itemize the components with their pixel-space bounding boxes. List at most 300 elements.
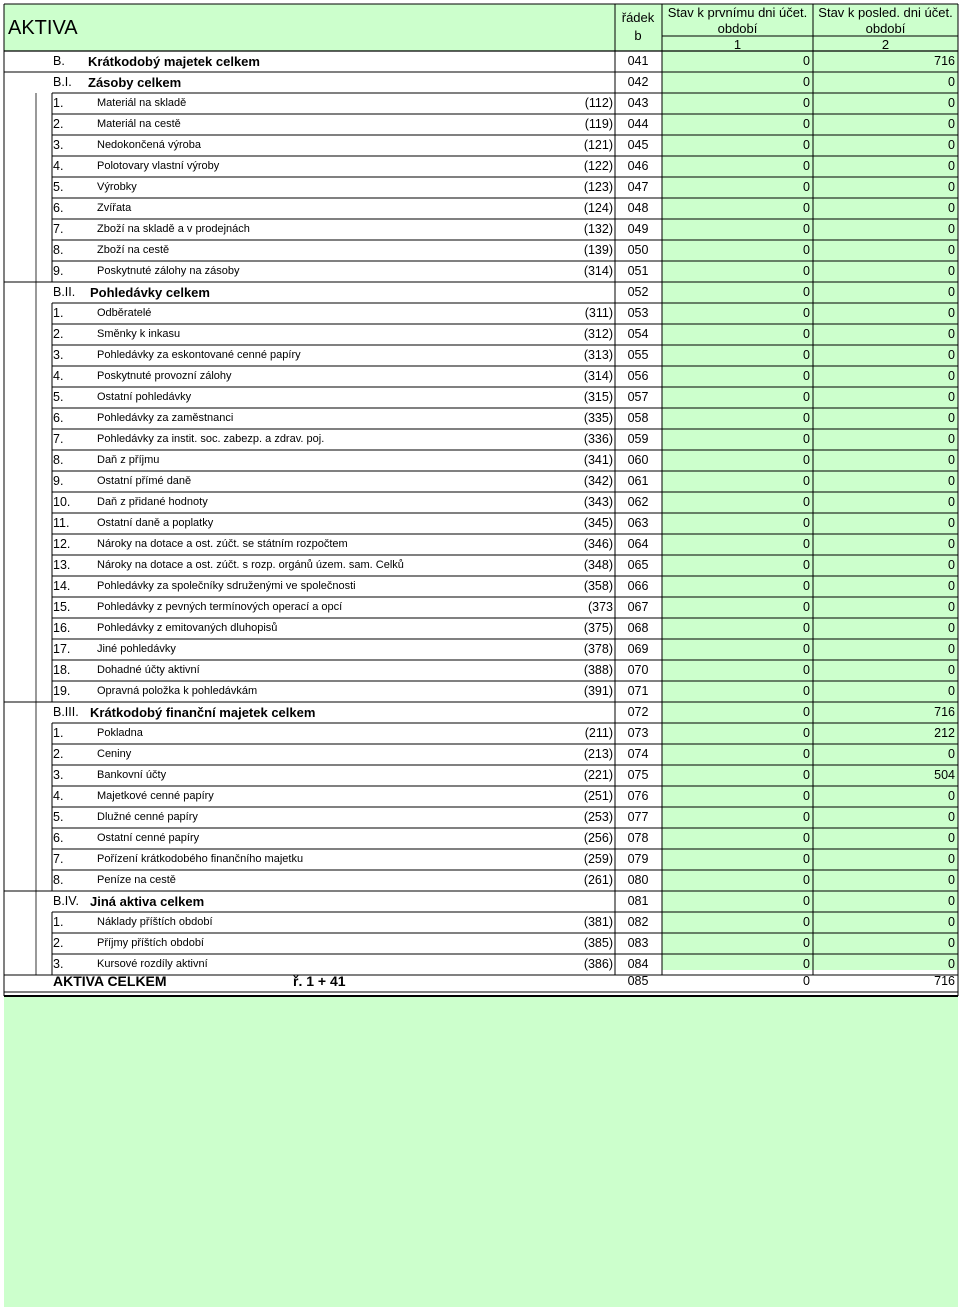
row-value-1: 0 xyxy=(803,180,810,194)
bottom-area-fill xyxy=(4,997,958,1307)
row-value-2: 0 xyxy=(948,75,955,89)
row-value-1: 0 xyxy=(803,684,810,698)
row-account: (312) xyxy=(583,327,613,341)
row-label: Směnky k inkasu xyxy=(97,328,181,340)
row-account: (341) xyxy=(583,453,613,467)
row-value-2: 0 xyxy=(948,663,955,677)
row-label: Náklady příštích období xyxy=(97,916,213,928)
row-value-2: 716 xyxy=(934,54,955,68)
row-code: 1. xyxy=(53,306,64,320)
row-code: 6. xyxy=(53,201,64,215)
row-value-2: 0 xyxy=(948,516,955,530)
row-value-1: 0 xyxy=(803,810,810,824)
row-code: 1. xyxy=(53,915,64,929)
table-row xyxy=(0,597,960,618)
row-value-2: 0 xyxy=(948,558,955,572)
row-line-number: 071 xyxy=(627,684,649,698)
row-account: (388) xyxy=(583,663,613,677)
table-row xyxy=(0,471,960,492)
row-value-1: 0 xyxy=(803,936,810,950)
row-value-2: 0 xyxy=(948,348,955,362)
row-label: Zásoby celkem xyxy=(88,75,182,90)
row-account xyxy=(560,282,614,303)
row-line-number: 065 xyxy=(627,558,649,572)
total-value-2: 716 xyxy=(934,974,955,988)
row-value-2: 0 xyxy=(948,831,955,845)
row-line-number: 062 xyxy=(627,495,649,509)
total-line-number: 085 xyxy=(627,974,649,988)
row-line-number: 046 xyxy=(627,159,649,173)
row-value-1: 0 xyxy=(803,768,810,782)
row-line-number: 084 xyxy=(627,957,649,971)
row-label: Pohledávky z emitovaných dluhopisů xyxy=(97,622,278,634)
row-line-number: 047 xyxy=(627,180,649,194)
row-account: (378) xyxy=(583,642,613,656)
row-line-number: 078 xyxy=(627,831,649,845)
row-value-2: 212 xyxy=(934,726,955,740)
row-value-2: 0 xyxy=(948,138,955,152)
row-account: (373 xyxy=(587,600,613,614)
row-value-2: 0 xyxy=(948,222,955,236)
row-value-2: 0 xyxy=(948,306,955,320)
row-value-2: 0 xyxy=(948,201,955,215)
row-account: (386) xyxy=(583,957,613,971)
col2-heading-line2: období xyxy=(865,21,906,36)
row-value-1: 0 xyxy=(803,621,810,635)
row-value-2: 0 xyxy=(948,390,955,404)
row-code: 9. xyxy=(53,474,64,488)
row-line-number: 049 xyxy=(627,222,649,236)
table-row xyxy=(0,492,960,513)
row-label: Bankovní účty xyxy=(97,769,167,781)
row-value-2: 0 xyxy=(948,684,955,698)
row-line-number: 054 xyxy=(627,327,649,341)
row-line-number: 061 xyxy=(627,474,649,488)
table-row xyxy=(0,198,960,219)
row-code: 13. xyxy=(53,558,71,572)
row-label: Dlužné cenné papíry xyxy=(97,811,198,823)
row-label: Odběratelé xyxy=(97,307,152,319)
row-label: Zboží na cestě xyxy=(97,244,170,256)
row-value-1: 0 xyxy=(803,348,810,362)
row-account: (213) xyxy=(583,747,613,761)
table-row xyxy=(0,933,960,954)
row-code: 15. xyxy=(53,600,71,614)
col2-number: 2 xyxy=(881,37,890,52)
table-row xyxy=(0,135,960,156)
row-value-1: 0 xyxy=(803,831,810,845)
table-row xyxy=(0,387,960,408)
row-account xyxy=(560,891,614,912)
row-value-2: 0 xyxy=(948,243,955,257)
row-value-1: 0 xyxy=(803,663,810,677)
table-row xyxy=(0,156,960,177)
table-row xyxy=(0,870,960,891)
row-value-1: 0 xyxy=(803,726,810,740)
row-code: 5. xyxy=(53,180,64,194)
row-code: 10. xyxy=(53,495,71,509)
row-label: Ceniny xyxy=(97,748,132,760)
row-value-2: 0 xyxy=(948,180,955,194)
row-line-number: 077 xyxy=(627,810,649,824)
table-row xyxy=(0,345,960,366)
row-code: B.II. xyxy=(53,285,76,299)
row-code: 17. xyxy=(53,642,71,656)
table-row xyxy=(0,93,960,114)
table-row xyxy=(0,408,960,429)
table-row xyxy=(0,660,960,681)
row-line-number: 079 xyxy=(627,852,649,866)
row-code: 1. xyxy=(53,726,64,740)
table-row xyxy=(0,177,960,198)
row-value-2: 0 xyxy=(948,327,955,341)
row-code: 18. xyxy=(53,663,71,677)
row-label: Jiná aktiva celkem xyxy=(90,894,205,909)
row-label: Pohledávky celkem xyxy=(90,285,210,300)
row-value-2: 0 xyxy=(948,600,955,614)
row-line-number: 080 xyxy=(627,873,649,887)
row-code: B.III. xyxy=(53,705,79,719)
table-row xyxy=(0,639,960,660)
group-row xyxy=(0,891,960,912)
row-line-number: 083 xyxy=(627,936,649,950)
row-value-2: 0 xyxy=(948,495,955,509)
row-line-number: 042 xyxy=(627,75,649,89)
total-value-1: 0 xyxy=(803,974,810,988)
row-value-2: 0 xyxy=(948,579,955,593)
row-code: 2. xyxy=(53,327,64,341)
group-row xyxy=(0,282,960,303)
row-value-1: 0 xyxy=(803,54,810,68)
row-value-2: 0 xyxy=(948,285,955,299)
row-label: Ostatní daně a poplatky xyxy=(97,517,214,529)
row-line-number: 066 xyxy=(627,579,649,593)
table-row xyxy=(0,618,960,639)
row-account: (314) xyxy=(583,369,613,383)
row-value-1: 0 xyxy=(803,390,810,404)
table-row xyxy=(0,744,960,765)
row-code: 7. xyxy=(53,432,64,446)
row-code: 2. xyxy=(53,936,64,950)
row-label: Kursové rozdíly aktivní xyxy=(97,958,208,970)
row-label: Pokladna xyxy=(97,727,143,739)
row-line-number: 053 xyxy=(627,306,649,320)
row-line-number: 041 xyxy=(627,54,649,68)
row-value-1: 0 xyxy=(803,411,810,425)
col-radek-sub: b xyxy=(634,28,642,43)
row-value-1: 0 xyxy=(803,873,810,887)
row-account: (343) xyxy=(583,495,613,509)
row-account: (375) xyxy=(583,621,613,635)
table-row xyxy=(0,240,960,261)
row-code: 8. xyxy=(53,243,64,257)
row-code: 14. xyxy=(53,579,71,593)
row-value-1: 0 xyxy=(803,327,810,341)
row-label: Výrobky xyxy=(97,181,137,193)
row-value-2: 0 xyxy=(948,159,955,173)
row-value-1: 0 xyxy=(803,642,810,656)
row-code: B. xyxy=(53,54,65,68)
table-row xyxy=(0,849,960,870)
row-line-number: 059 xyxy=(627,432,649,446)
row-value-2: 0 xyxy=(948,747,955,761)
row-code: 8. xyxy=(53,873,64,887)
table-row xyxy=(0,303,960,324)
row-value-1: 0 xyxy=(803,537,810,551)
row-label: Nároky na dotace a ost. zúčt. s rozp. orgánů územ. sam. Celků xyxy=(97,559,404,571)
row-value-1: 0 xyxy=(803,75,810,89)
row-label: Zboží na skladě a v prodejnách xyxy=(97,223,250,235)
row-code: 9. xyxy=(53,264,64,278)
row-label: Materiál na cestě xyxy=(97,118,181,130)
row-value-2: 0 xyxy=(948,411,955,425)
row-account: (342) xyxy=(583,474,613,488)
row-account xyxy=(560,702,614,723)
row-code: 2. xyxy=(53,747,64,761)
row-value-2: 0 xyxy=(948,957,955,971)
row-value-1: 0 xyxy=(803,432,810,446)
table-row xyxy=(0,324,960,345)
row-label: Poskytnuté provozní zálohy xyxy=(97,370,232,382)
col-radek-label: řádek xyxy=(621,10,655,25)
row-account xyxy=(560,72,614,93)
row-account: (122) xyxy=(583,159,613,173)
table-row xyxy=(0,450,960,471)
total-row xyxy=(0,971,960,992)
row-account: (259) xyxy=(583,852,613,866)
row-value-2: 0 xyxy=(948,117,955,131)
row-value-1: 0 xyxy=(803,222,810,236)
row-account: (139) xyxy=(583,243,613,257)
row-line-number: 050 xyxy=(627,243,649,257)
row-account: (256) xyxy=(583,831,613,845)
row-label: Materiál na skladě xyxy=(97,97,187,109)
row-line-number: 081 xyxy=(627,894,649,908)
total-label: AKTIVA CELKEM xyxy=(53,973,167,989)
row-code: 3. xyxy=(53,348,64,362)
row-line-number: 055 xyxy=(627,348,649,362)
row-code: 4. xyxy=(53,369,64,383)
total-formula: ř. 1 + 41 xyxy=(293,973,346,989)
row-account: (112) xyxy=(584,96,613,110)
section-row xyxy=(0,51,960,72)
col1-heading-line1: Stav k prvnímu dni účet. xyxy=(667,5,808,20)
row-value-1: 0 xyxy=(803,915,810,929)
row-label: Daň z přidané hodnoty xyxy=(97,496,208,508)
row-line-number: 052 xyxy=(627,285,649,299)
row-code: 4. xyxy=(53,159,64,173)
row-value-1: 0 xyxy=(803,558,810,572)
row-value-2: 0 xyxy=(948,264,955,278)
group-row xyxy=(0,72,960,93)
row-label: Krátkodobý majetek celkem xyxy=(88,54,260,69)
row-line-number: 074 xyxy=(627,747,649,761)
row-value-1: 0 xyxy=(803,264,810,278)
row-line-number: 063 xyxy=(627,516,649,530)
row-value-1: 0 xyxy=(803,96,810,110)
row-label: Příjmy příštích období xyxy=(97,937,204,949)
row-value-2: 0 xyxy=(948,474,955,488)
row-account: (346) xyxy=(583,537,613,551)
row-code: 12. xyxy=(53,537,71,551)
row-value-2: 0 xyxy=(948,432,955,446)
row-line-number: 056 xyxy=(627,369,649,383)
row-label: Pohledávky za zaměstnanci xyxy=(97,412,234,424)
row-line-number: 075 xyxy=(627,768,649,782)
table-row xyxy=(0,555,960,576)
row-account: (132) xyxy=(583,222,613,236)
row-value-1: 0 xyxy=(803,789,810,803)
row-value-2: 0 xyxy=(948,537,955,551)
row-label: Ostatní přímé daně xyxy=(97,475,192,487)
table-row xyxy=(0,786,960,807)
row-label: Ostatní cenné papíry xyxy=(97,832,200,844)
row-account: (123) xyxy=(583,180,613,194)
row-account: (211) xyxy=(584,726,613,740)
row-label: Poskytnuté zálohy na zásoby xyxy=(97,265,240,277)
row-value-1: 0 xyxy=(803,957,810,971)
row-label: Pohledávky za instit. soc. zabezp. a zdrav. poj. xyxy=(97,433,325,445)
row-account: (315) xyxy=(583,390,613,404)
table-row xyxy=(0,807,960,828)
row-code: 4. xyxy=(53,789,64,803)
row-line-number: 044 xyxy=(627,117,649,131)
row-code: 5. xyxy=(53,390,64,404)
row-label: Majetkové cenné papíry xyxy=(97,790,214,802)
row-account: (345) xyxy=(583,516,613,530)
row-account: (348) xyxy=(583,558,613,572)
row-code: 1. xyxy=(53,96,64,110)
table-row xyxy=(0,681,960,702)
row-account: (358) xyxy=(583,579,613,593)
row-value-1: 0 xyxy=(803,201,810,215)
row-line-number: 048 xyxy=(627,201,649,215)
table-row xyxy=(0,534,960,555)
group-row xyxy=(0,702,960,723)
row-value-1: 0 xyxy=(803,474,810,488)
row-line-number: 045 xyxy=(627,138,649,152)
row-value-1: 0 xyxy=(803,516,810,530)
row-line-number: 043 xyxy=(627,96,649,110)
row-account: (253) xyxy=(583,810,613,824)
row-account: (311) xyxy=(584,306,613,320)
row-line-number: 069 xyxy=(627,642,649,656)
row-code: 2. xyxy=(53,117,64,131)
row-value-1: 0 xyxy=(803,453,810,467)
page-title: AKTIVA xyxy=(8,17,78,39)
row-line-number: 076 xyxy=(627,789,649,803)
row-account: (335) xyxy=(583,411,613,425)
col1-heading-line2: období xyxy=(717,21,758,36)
row-code: 7. xyxy=(53,852,64,866)
row-code: 11. xyxy=(53,516,70,530)
row-label: Pořízení krátkodobého finančního majetku xyxy=(97,853,304,865)
table-row xyxy=(0,912,960,933)
row-account: (385) xyxy=(583,936,613,950)
row-account: (336) xyxy=(583,432,613,446)
row-line-number: 058 xyxy=(627,411,649,425)
table-row xyxy=(0,513,960,534)
row-label: Opravná položka k pohledávkám xyxy=(97,685,258,697)
row-code: 3. xyxy=(53,138,64,152)
row-label: Dohadné účty aktivní xyxy=(97,664,200,676)
row-value-1: 0 xyxy=(803,894,810,908)
row-account: (121) xyxy=(583,138,613,152)
row-account: (314) xyxy=(583,264,613,278)
row-line-number: 060 xyxy=(627,453,649,467)
row-value-2: 0 xyxy=(948,789,955,803)
row-code: B.I. xyxy=(53,75,72,89)
row-value-1: 0 xyxy=(803,495,810,509)
row-line-number: 051 xyxy=(627,264,649,278)
row-code: 8. xyxy=(53,453,64,467)
row-value-2: 716 xyxy=(934,705,955,719)
row-line-number: 070 xyxy=(627,663,649,677)
row-value-2: 0 xyxy=(948,369,955,383)
row-code: 6. xyxy=(53,831,64,845)
row-label: Ostatní pohledávky xyxy=(97,391,192,403)
table-row xyxy=(0,366,960,387)
row-code: 3. xyxy=(53,768,64,782)
row-value-2: 504 xyxy=(934,768,955,782)
row-value-1: 0 xyxy=(803,138,810,152)
row-label: Daň z příjmu xyxy=(97,454,160,466)
row-value-1: 0 xyxy=(803,306,810,320)
row-value-2: 0 xyxy=(948,936,955,950)
row-line-number: 064 xyxy=(627,537,649,551)
row-value-2: 0 xyxy=(948,96,955,110)
row-label: Pohledávky za společníky sdruženými ve společnosti xyxy=(97,580,356,592)
row-value-2: 0 xyxy=(948,873,955,887)
table-row xyxy=(0,219,960,240)
row-label: Pohledávky za eskontované cenné papíry xyxy=(97,349,301,361)
row-label: Pohledávky z pevných termínových operací a opcí xyxy=(97,601,343,613)
row-account: (313) xyxy=(583,348,613,362)
row-code: 5. xyxy=(53,810,64,824)
row-account: (261) xyxy=(583,873,613,887)
row-value-1: 0 xyxy=(803,243,810,257)
row-label: Nároky na dotace a ost. zúčt. se státním rozpočtem xyxy=(97,538,348,550)
row-value-1: 0 xyxy=(803,117,810,131)
table-row xyxy=(0,723,960,744)
row-line-number: 067 xyxy=(627,600,649,614)
row-line-number: 073 xyxy=(627,726,649,740)
row-line-number: 082 xyxy=(627,915,649,929)
row-line-number: 072 xyxy=(627,705,649,719)
row-label: Krátkodobý finanční majetek celkem xyxy=(90,705,316,720)
table-row xyxy=(0,114,960,135)
row-value-2: 0 xyxy=(948,453,955,467)
row-value-1: 0 xyxy=(803,579,810,593)
row-account: (251) xyxy=(583,789,613,803)
table-row xyxy=(0,261,960,282)
row-value-1: 0 xyxy=(803,369,810,383)
row-label: Nedokončená výroba xyxy=(97,139,201,151)
table-row xyxy=(0,765,960,786)
table-row xyxy=(0,576,960,597)
row-code: 3. xyxy=(53,957,64,971)
row-value-1: 0 xyxy=(803,747,810,761)
table-row xyxy=(0,828,960,849)
row-value-2: 0 xyxy=(948,894,955,908)
row-value-2: 0 xyxy=(948,915,955,929)
row-value-2: 0 xyxy=(948,810,955,824)
row-value-1: 0 xyxy=(803,159,810,173)
row-code: 19. xyxy=(53,684,71,698)
row-line-number: 057 xyxy=(627,390,649,404)
row-value-1: 0 xyxy=(803,852,810,866)
col1-number: 1 xyxy=(733,37,742,52)
